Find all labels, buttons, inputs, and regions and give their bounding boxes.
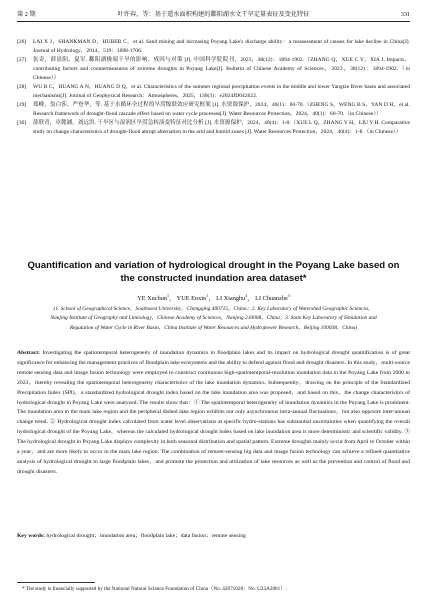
reference-number: [29]	[17, 101, 27, 108]
author-name: LI Xianghu	[216, 295, 246, 303]
funding-footnote: * The study is financially supported by the National Natural Science Foundation of China（No. 42071028；No. U23A2001）.	[22, 586, 287, 592]
abstract-text: Investigating the spatiotemporal heterogeneity of inundation dynamics in floodplain lakes and its impact on hydrological drought quantification is of great significance for enhancing the management practices of floodplain lake ecosystems and the ability to defend against flood and drought disasters. In this study，multi-source remote sensing data and image fusion technology were employed to construct continuous high-spatiotemporal-resolution inundation data in the Poyang Lake from 2000 to 2023，thereby revealing the spatiotemporal heterogeneity characteristics of the lake inundation dynamics. Subsequently，drawing on the principle of the Standardized Precipitation Index (SPI)，a standardized hydrological drought index based on the lake inundation area was proposed，and based on this，the change characteristics of hydrological drought in Poyang Lake were analyzed. The results show that：① The spatiotemporal heterogeneity of inundation dynamics in the Poyang Lake is prominent. The inundation area in the main lake region and the peripheral dished lake region exhibits not only asynchronous intra-annual fluctuations，but also opposite inter-annual change trend. ② Hydrological drought index calculated from water level observations at specific hydro-stations has substantial uncertainties when quantifying the overall hydrological drought of the Poyang Lake，whereas the calculated hydrological drought index based on lake inundation area is more deterministic and scientific validity. ③ The hydrological drought in Poyang Lake displays complexity in both seasonal distribution and spatial pattern. Extreme droughts mainly occur from April to October within a year，and are more likely to occur in the main lake region. The combination of remote-sensing big data and image fusion technology can achieve a refined quantitative analysis of hydrological drought in large floodplain lakes，and promote the protection and utilization of lake resources as well as the prevention and control of flood and drought disasters.	[17, 350, 411, 475]
reference-item	[17, 83, 410, 101]
author-affil-mark: 2	[245, 293, 248, 298]
reference-text: 薛联青，章懿涵，刘远洪. 干旱区与湿润区旱涝急转演变特征对比分析 [J]. 水资源保护，2024，40(4)：1-8.（XUE L Q，ZHANG Y H，LIU Y H. Comparative study on change characteristics of drought-flood abrupt alternation in the arid and humid zones [J]. Water Resources Protection，2024，40(4)：1-8.（in Chinese））	[33, 119, 410, 135]
affiliations: (1. School of Geographical Science，Southwest University，Chongqing 400715，China；2. Key Laboratory of Watershed Geographic Sciences，Nanjing Institute of Geography and Limnology，Chinese Academy of Sciences，Nanjing 210008，China；3. State Key Laboratory of Simulation and Regulation of Water Cycle in River Basin，China Institute of Water Resources and Hydropower Research，Beijing 100038，China)	[50, 306, 377, 331]
reference-number: [27]	[17, 56, 27, 63]
author-affil-mark: 3	[287, 293, 290, 298]
reference-item	[17, 38, 410, 56]
page-number: 331	[400, 11, 410, 18]
footnote-divider	[17, 582, 95, 583]
paper-title: Quantification and variation of hydrological drought in the Poyang Lake based on the constructed inundation area dataset*	[27, 260, 400, 284]
reference-number: [28]	[17, 83, 27, 90]
keywords-label: Key words:	[17, 533, 45, 539]
reference-number: [26]	[17, 39, 27, 45]
author-name: YE Xuchun	[137, 295, 168, 303]
author-affil-mark: 1	[206, 293, 209, 298]
reference-text: WU R C，HUANG A N，HUANG D Q，et al. Characteristics of the summer regional precipitation events in the middle and lower Yangtze River basin and associated mechanisms[J]. Journal of Geophysical Research：Atmospheres，2025，130(3)：e2024JD042622.	[33, 83, 410, 99]
author-list: YE Xuchun$^1$， YUE Enxin$^1$， LI Xianghu$^2$， LI Chuanzhe$^3$	[137, 293, 290, 303]
running-title: 叶许春，等：基于遥水面积构建的鄱阳湖水文干旱定量表征及变化特征	[117, 11, 310, 18]
keywords-line	[17, 532, 410, 542]
author-name: YUE Enxin	[176, 295, 207, 303]
reference-text: 张奇，薛晨阳，夏军. 鄱阳湖极端干旱的影响、成因与对策 [J]. 中国科学院院刊，2023，38(12)：1894-1902.（ZHANG Q，XUE C Y，XIA J. Impacts，contributing factors and countermeasures of extreme droughts in Poyang Lake[J]. Bulletin of Chinese Academy of Sciences，2023，38(12)：1894-1902.（in Chinese））	[33, 56, 410, 81]
author-affil-mark: 1	[167, 293, 170, 298]
abstract-paragraph	[17, 349, 410, 478]
reference-text: LAI X J，SHANKMAN D，HUBER C，et al. Sand mining and increasing Poyang Lake's discharge ability：a reassessment of causes for lake decline in China[J]. Journal of Hydrology，2014，519：1698-1706.	[33, 39, 410, 54]
issue-number: 第 2 期	[17, 11, 36, 18]
keywords-text: hydrological drought；inundation area；floodplain lake；data fusion；remote sensing	[46, 533, 246, 539]
reference-list	[17, 38, 410, 137]
running-header	[17, 8, 410, 22]
reference-item	[17, 101, 410, 119]
reference-text: 郑峰，翁白莎，严登华，等. 基于水循环全过程的旱涝级联效应研究框架 [J]. 水资源保护，2024，40(1)：60-70.（ZHENG S，WENG B S，YAN D H，et al. Research framework of drought-flood cascade effect based on water cycle processes[J]. Water Resources Protection，2024，40(1)：60-70.（in Chinese））	[33, 101, 410, 117]
author-name: LI Chuanzhe	[255, 295, 288, 303]
abstract-label: Abstract:	[17, 350, 41, 356]
reference-number: [30]	[17, 119, 27, 126]
reference-item	[17, 56, 410, 82]
reference-item	[17, 119, 410, 137]
